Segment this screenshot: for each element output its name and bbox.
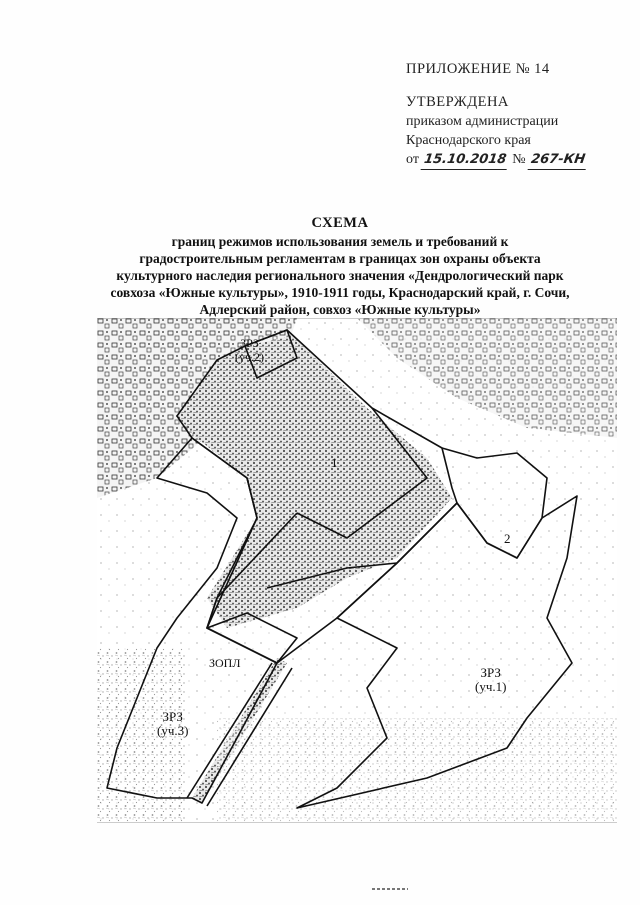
label-zrz-uch1-zone: ЗРЗ: [480, 665, 501, 680]
approval-line-2: Краснодарского края: [406, 133, 531, 148]
south-texture: [217, 718, 617, 823]
zone-map: [97, 318, 617, 823]
label-zrz-uch3: [157, 710, 188, 738]
label-zone-2: 2: [504, 531, 511, 546]
appendix-number: ПРИЛОЖЕНИЕ № 14: [406, 61, 550, 77]
label-zrz-uch3-zone: ЗРЗ: [162, 709, 183, 724]
label-zopl: ЗОПЛ: [209, 656, 241, 670]
label-zone-1: 1: [331, 455, 338, 470]
number-prefix: №: [512, 152, 526, 167]
map-svg: [97, 318, 617, 823]
scheme-heading: СХЕМА: [311, 215, 369, 231]
label-zrz-uch1-part: (уч.1): [475, 679, 507, 694]
label-zrz-uch2: [235, 336, 264, 364]
approval-block: [406, 60, 587, 170]
date-prefix: от: [406, 152, 419, 167]
scheme-title-block: [60, 215, 620, 318]
approval-line-1: приказом администрации: [406, 114, 559, 129]
label-zrz-uch2-part: (уч.2): [235, 350, 265, 364]
title-line-5: Адлерский район, совхоз «Южные культуры»: [199, 302, 481, 317]
title-line-2: градостроительным регламентам в границах зон охраны объекта: [139, 251, 541, 266]
label-zrz-uch2-zone: ЗРЗ: [240, 336, 259, 350]
label-zrz-uch3-part: (уч.3): [157, 723, 189, 738]
handwritten-number: 267-КН: [528, 150, 589, 170]
title-line-1: границ режимов использования земель и требований к: [171, 234, 509, 249]
title-line-3: культурного наследия регионального значения «Дендрологический парк: [116, 268, 564, 283]
scan-artifact: [372, 888, 408, 890]
handwritten-date: 15.10.2018: [421, 150, 510, 170]
title-line-4: совхоза «Южные культуры», 1910-1911 годы, Краснодарский край, г. Сочи,: [110, 285, 570, 300]
label-zrz-uch1: [475, 666, 506, 694]
approved-heading: УТВЕРЖДЕНА: [406, 94, 509, 110]
approval-date-line: [406, 150, 587, 170]
